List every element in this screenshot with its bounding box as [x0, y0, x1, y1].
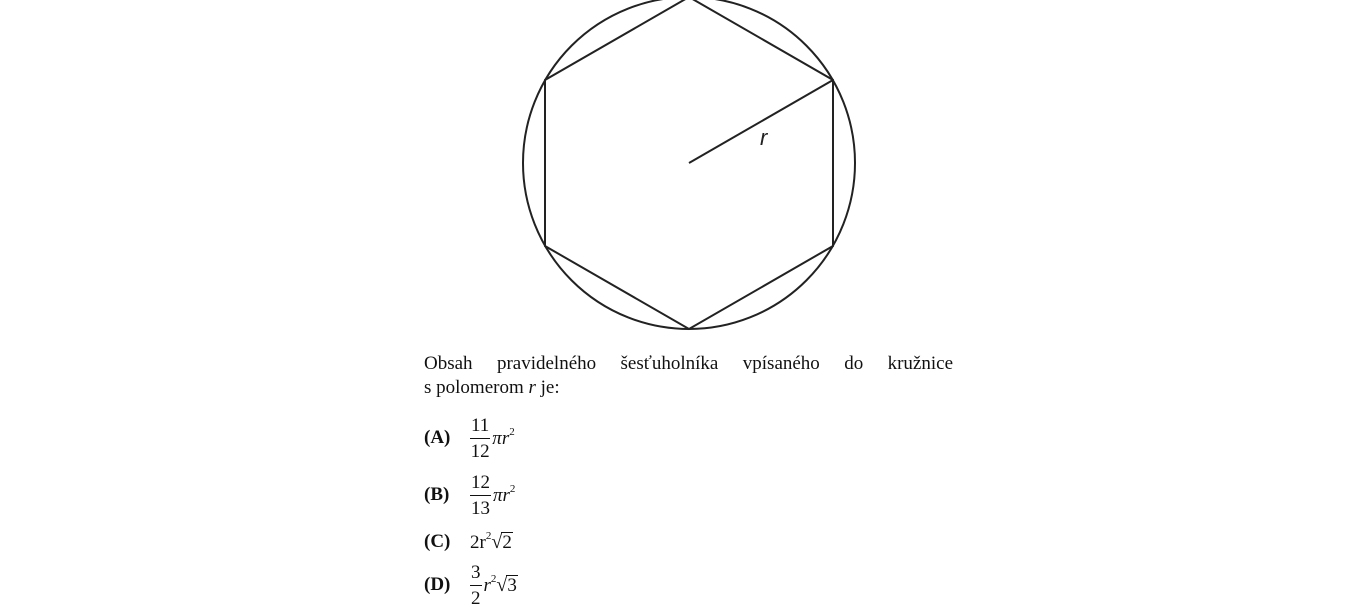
- question-word: šesťuholníka: [620, 353, 719, 374]
- question-word: pravidelného: [496, 353, 597, 374]
- question-word: vpísaného: [742, 353, 820, 374]
- fraction-numerator: 12: [470, 473, 491, 496]
- fraction-denominator: 13: [471, 497, 490, 519]
- expression-tail: $\pi r^2$: [492, 426, 515, 449]
- option-label: (C): [424, 531, 451, 552]
- answer-option-c[interactable]: [424, 518, 513, 566]
- option-label: (D): [424, 574, 451, 595]
- fraction-numerator: 3: [470, 563, 482, 586]
- question-line-2: s polomerom r je:: [424, 377, 560, 398]
- option-label: (B): [424, 484, 450, 505]
- answer-option-a[interactable]: [424, 414, 515, 462]
- expression-tail: $r^2$: [483, 573, 497, 596]
- exponent: 2: [509, 426, 515, 438]
- variable-r: r: [528, 377, 536, 398]
- radius-segment: [689, 80, 833, 163]
- fraction-numerator: 11: [470, 416, 490, 439]
- radicand: 3: [507, 574, 517, 596]
- exponent: 2: [509, 483, 516, 495]
- fraction-denominator: 12: [470, 440, 490, 462]
- fraction: [470, 473, 491, 518]
- radical-sign-icon: √: [496, 574, 508, 597]
- answer-option-d[interactable]: [424, 561, 518, 609]
- radicand: 2: [502, 531, 512, 553]
- square-root: [491, 532, 512, 553]
- radical-sign-icon: √: [491, 531, 503, 554]
- question-word: Obsah: [424, 353, 473, 374]
- question-word: kružnice: [887, 353, 953, 374]
- fraction: [470, 563, 482, 608]
- question-word: do: [844, 353, 864, 374]
- expression-tail: $\pi r^2$: [493, 483, 516, 506]
- exponent: 2: [490, 573, 497, 585]
- question-line-1: [424, 352, 953, 376]
- fraction-denominator: 2: [471, 587, 481, 609]
- answer-option-b[interactable]: [424, 471, 515, 519]
- regular-hexagon: [545, 0, 833, 329]
- question-text: [424, 352, 953, 400]
- option-label: (A): [424, 427, 451, 448]
- expression: $2r^2$: [470, 530, 492, 553]
- exponent: 2: [485, 530, 492, 542]
- circumscribed-circle: [523, 0, 855, 329]
- square-root: [496, 575, 517, 596]
- radius-label: r: [760, 125, 768, 150]
- fraction: [470, 416, 490, 461]
